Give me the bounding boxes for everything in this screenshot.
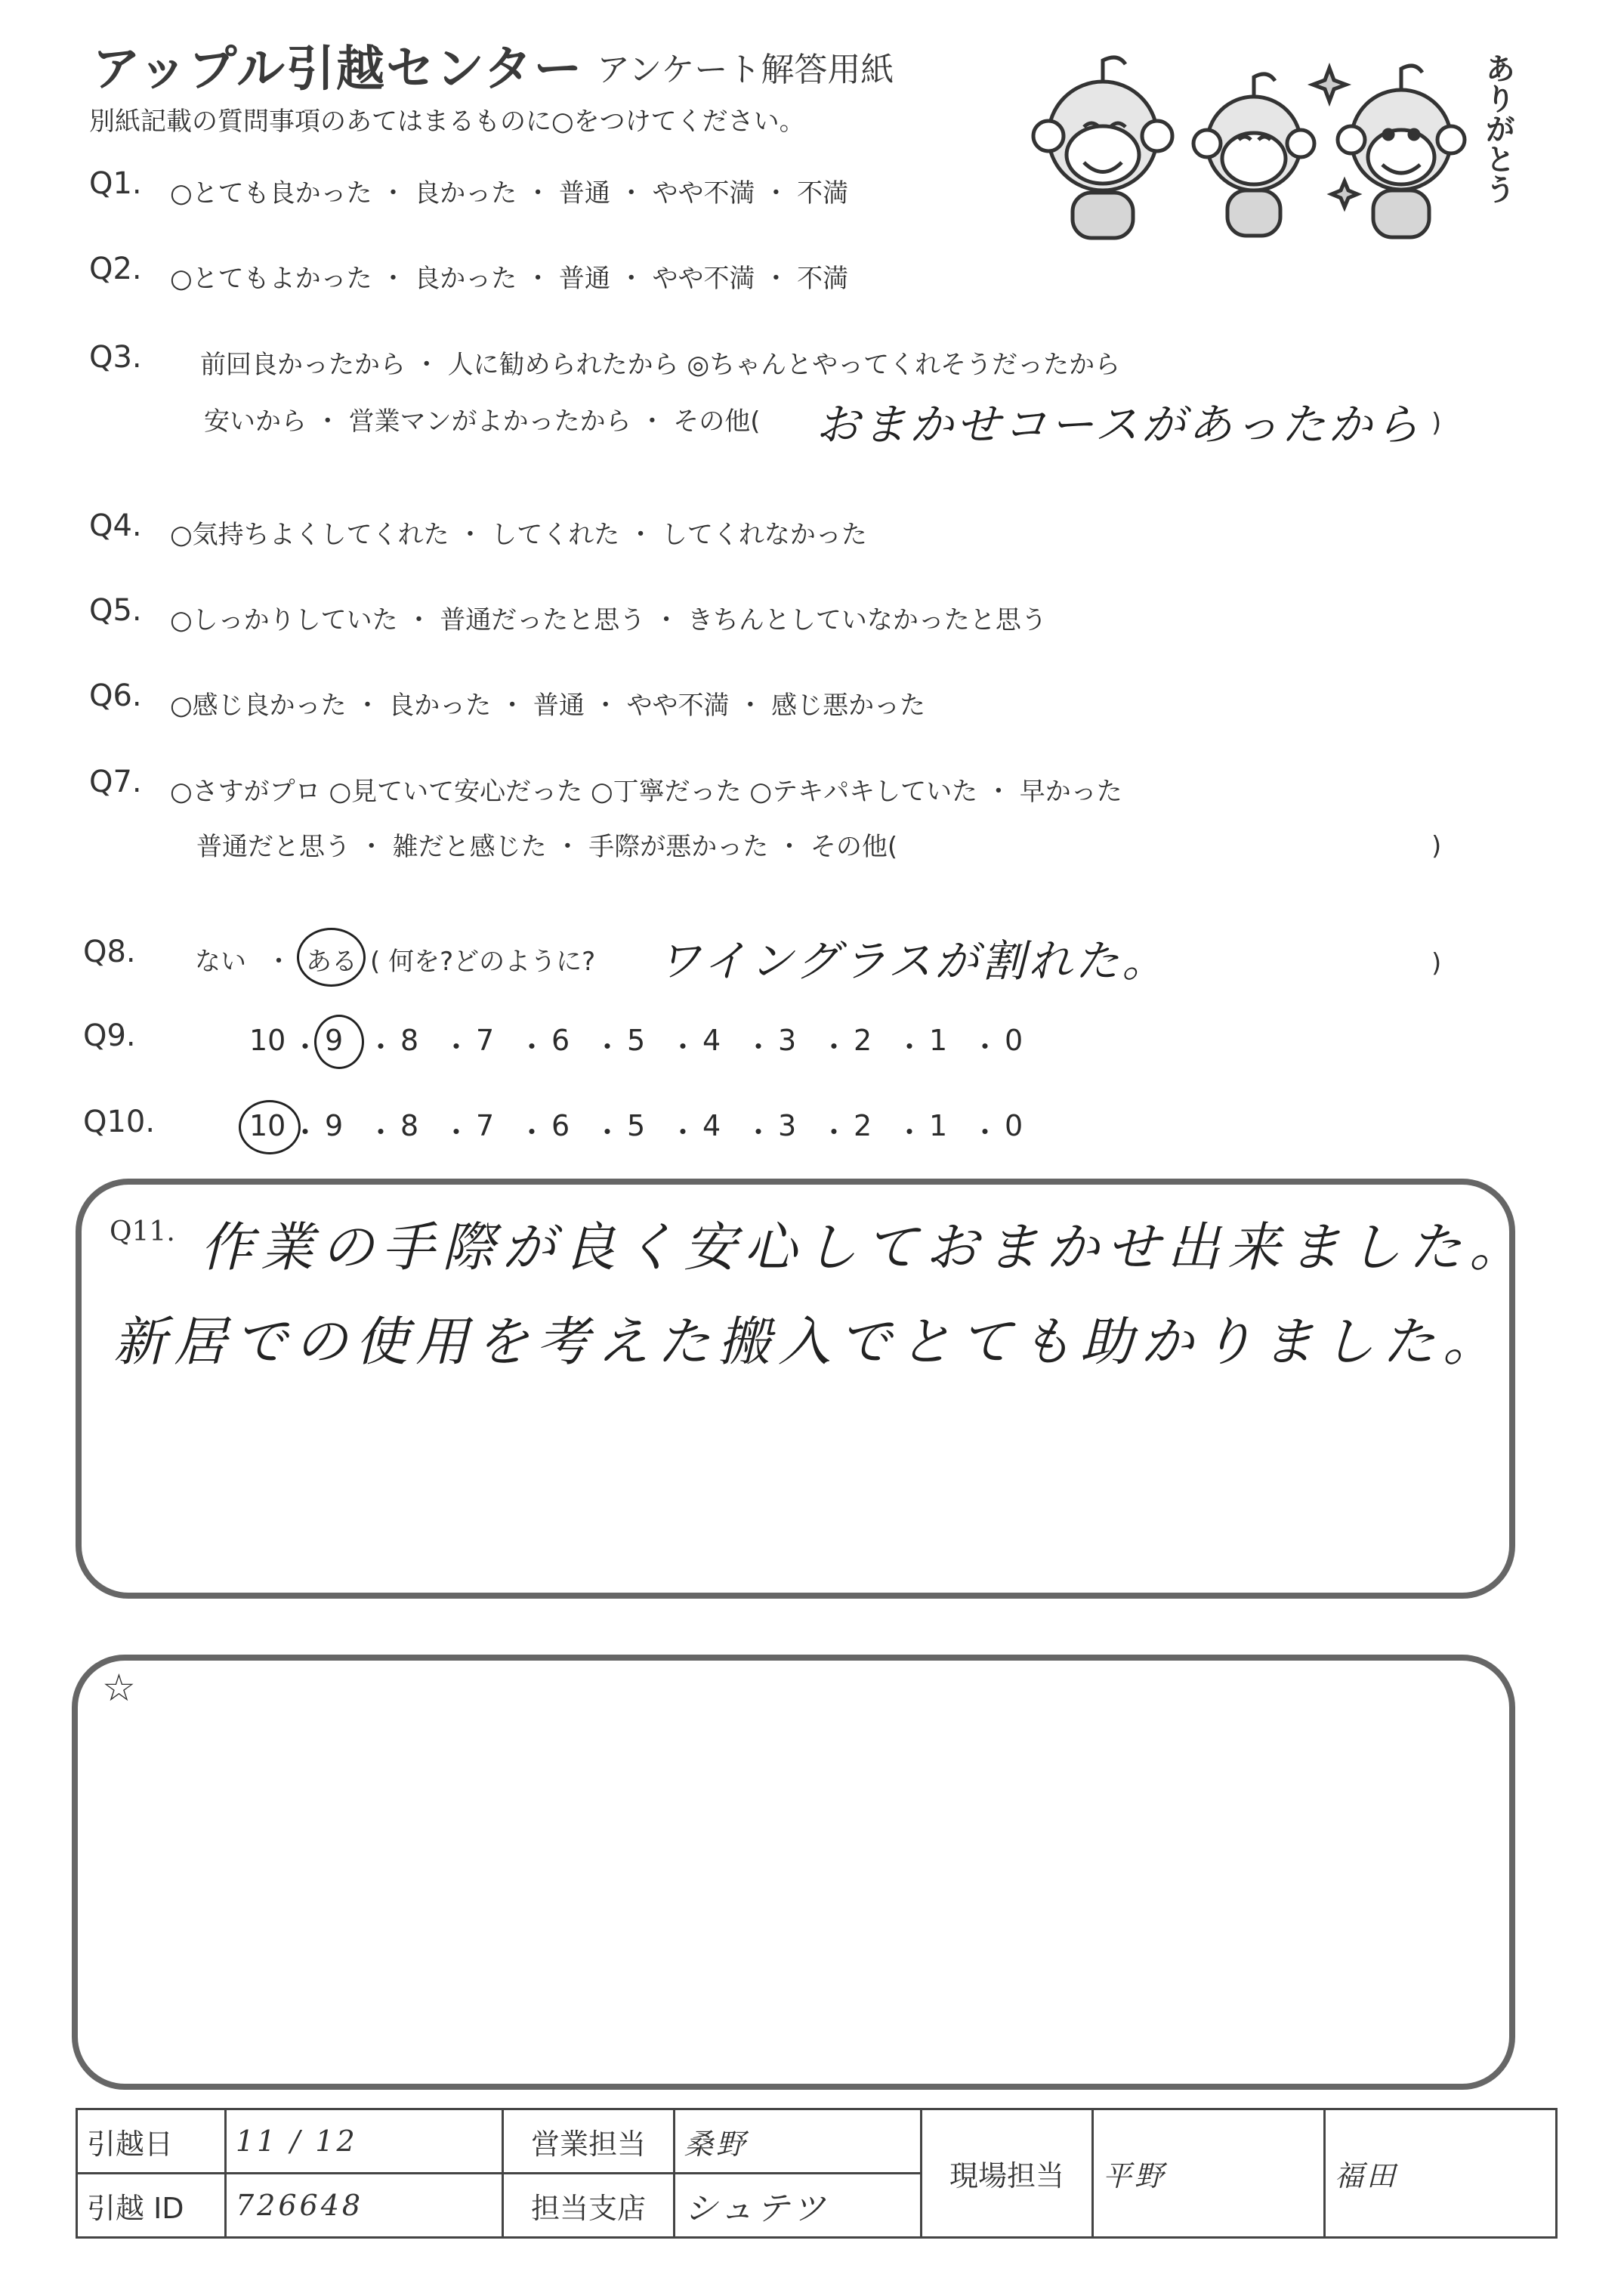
scale-separator: ・ [895,1116,925,1149]
site-staff-label: 現場担当 [922,2109,1093,2238]
move-id-value: 726648 [226,2174,503,2238]
scale-separator: ・ [593,1031,622,1064]
scale-separator: ・ [366,1031,396,1064]
q11-label: Q11. [110,1216,175,1247]
scale-separator: ・ [366,1116,396,1149]
branch-label: 担当支店 [503,2174,675,2238]
scale-separator: ・ [442,1031,471,1064]
scale-value: 7 [476,1024,495,1057]
scale-separator: ・ [744,1031,773,1064]
q4-options: ○気持ちよくしてくれた ・ してくれた ・ してくれなかった [170,520,867,550]
scale-value: 8 [400,1109,419,1142]
scale-value: 0 [1005,1109,1023,1142]
selected-score-circle [314,1015,364,1069]
scale-separator: ・ [517,1116,547,1149]
scale-value: 3 [778,1109,797,1142]
scale-value: 9 [325,1109,344,1142]
scale-value: 5 [627,1109,646,1142]
q6-options: ○感じ良かった ・ 良かった ・ 普通 ・ やや不満 ・ 感じ悪かった [170,691,926,721]
q5-label: Q5. [89,593,142,628]
move-date-value: 11 / 12 [226,2109,503,2174]
form-subtitle: アンケート解答用紙 [597,51,894,89]
scale-separator: ・ [971,1031,1000,1064]
q2-options: ○とてもよかった ・ 良かった ・ 普通 ・ やや不満 ・ 不満 [170,264,849,294]
site-staff-value-2: 福田 [1325,2109,1557,2238]
company-title: アップル引越センター [92,42,584,97]
q3-options-line2: 安いから ・ 営業マンがよかったから ・ その他( [204,406,761,437]
move-date-label: 引越日 [77,2109,226,2174]
q9-label: Q9. [83,1018,136,1053]
q8-label: Q8. [83,935,136,969]
q3-handwritten-answer: おまかせコースがあったから [816,399,1422,450]
q11-comment-line2: 新居での使用を考えた搬入でとても助かりました。 [113,1311,1503,1373]
q10-label: Q10. [83,1105,156,1139]
q7-close-paren: ) [1431,831,1442,861]
scale-value: 7 [476,1109,495,1142]
branch-value: シュテツ [675,2174,922,2238]
q6-label: Q6. [89,678,142,713]
q9-scale [249,1024,1042,1069]
site-staff-value-1: 平野 [1093,2109,1325,2238]
mascot-thanks-text: ありがとう [1480,53,1515,204]
scale-value: 6 [551,1109,570,1142]
move-info-table [76,2108,1558,2239]
q7-options-line1: ○さすがプロ ○見ていて安心だった ○丁寧だった ○テキパキしていた ・ 早かった [170,777,1122,807]
scale-value: 2 [854,1024,872,1057]
scale-value: 3 [778,1024,797,1057]
scale-separator: ・ [820,1116,849,1149]
q7-options-line2: 普通だと思う ・ 雑だと感じた ・ 手際が悪かった ・ その他( [196,832,898,862]
q1-options: ○とても良かった ・ 良かった ・ 普通 ・ やや不満 ・ 不満 [170,178,849,209]
scale-value: 1 [929,1024,948,1057]
q4-label: Q4. [89,508,142,543]
scale-value: 5 [627,1024,646,1057]
scale-value: 0 [1005,1024,1023,1057]
sales-value: 桑野 [675,2109,922,2174]
q8-handwritten-answer: ワイングラスが割れた。 [657,935,1169,987]
scale-value: 1 [929,1109,948,1142]
q8-close-paren: ) [1431,948,1442,978]
scale-value: 9 [325,1024,344,1057]
scale-separator: ・ [442,1116,471,1149]
scale-separator: ・ [895,1031,925,1064]
move-id-label: 引越 ID [77,2174,226,2238]
scale-value: 6 [551,1024,570,1057]
q3-close-paren: ) [1431,408,1442,438]
q11-comment-line1: 作業の手際が良く安心しておまかせ出来ました。 [200,1216,1530,1278]
free-comment-box [72,1655,1515,2090]
q5-options: ○しっかりしていた ・ 普通だったと思う ・ きちんとしていなかったと思う [170,605,1047,635]
scale-value: 4 [702,1024,721,1057]
scale-separator: ・ [971,1116,1000,1149]
instruction-text: 別紙記載の質問事項のあてはまるものに○をつけてください。 [89,107,805,137]
scale-separator: ・ [517,1031,547,1064]
q7-label: Q7. [89,765,142,799]
q1-label: Q1. [89,166,142,201]
star-mark: ☆ [102,1666,136,1710]
q3-options-line1: 前回良かったから ・ 人に勧められたから ◎ちゃんとやってくれそうだったから [200,350,1121,380]
scale-separator: ・ [291,1031,320,1064]
scale-separator: ・ [668,1031,698,1064]
scale-value: 8 [400,1024,419,1057]
q10-scale [249,1109,1042,1154]
q3-label: Q3. [89,340,142,375]
q8-option-some: ある [306,947,357,977]
scale-value: 10 [249,1024,286,1057]
q2-label: Q2. [89,252,142,286]
scale-separator: ・ [668,1116,698,1149]
q8-option-none: ない [195,947,246,977]
scale-separator: ・ [744,1116,773,1149]
scale-separator: ・ [291,1116,320,1149]
q8-selected-circle [297,928,366,987]
scale-value: 10 [249,1109,286,1142]
monkey-mascots-illustration [990,45,1503,249]
scale-value: 4 [702,1109,721,1142]
scale-separator: ・ [593,1116,622,1149]
scale-value: 2 [854,1109,872,1142]
scale-separator: ・ [820,1031,849,1064]
q8-separator: ・ [266,947,292,977]
q8-prompt: ( 何を?どのように? [370,947,596,977]
sales-label: 営業担当 [503,2109,675,2174]
